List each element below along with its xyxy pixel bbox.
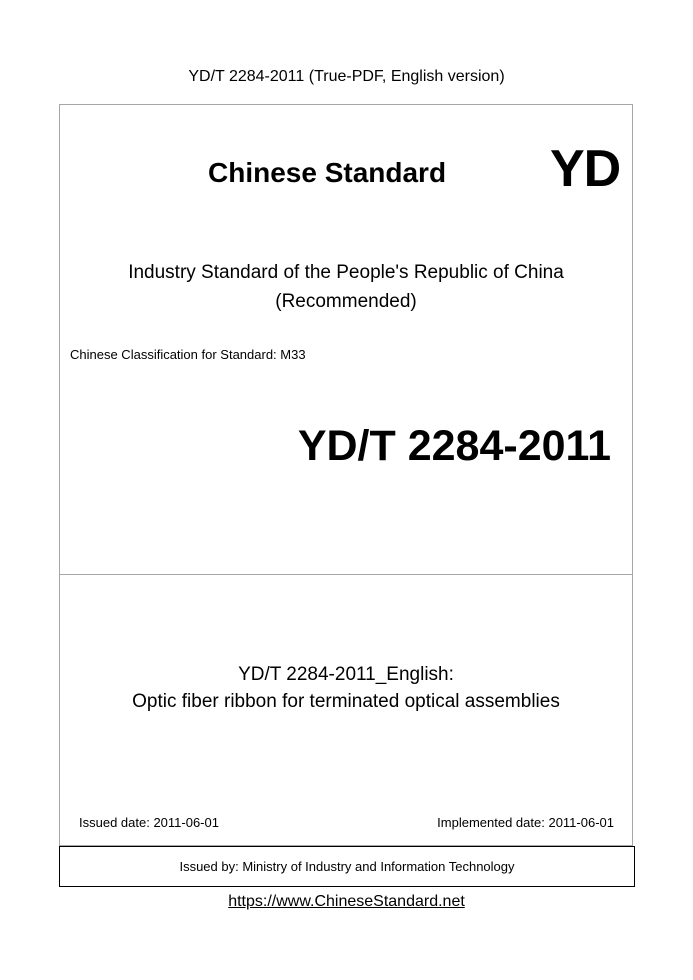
industry-line-2: (Recommended) <box>275 291 417 312</box>
standard-title <box>59 661 633 715</box>
website-link[interactable]: https://www.ChineseStandard.net <box>228 893 465 910</box>
issuer-box <box>59 846 635 887</box>
classification-label: Chinese Classification for Standard: M33 <box>70 347 306 362</box>
industry-statement <box>59 258 633 316</box>
document-header: YD/T 2284-2011 (True-PDF, English version) <box>188 68 505 85</box>
title-line-2: Optic fiber ribbon for terminated optical assemblies <box>132 691 560 712</box>
cover-frame <box>59 104 633 846</box>
cover-divider <box>59 574 633 575</box>
standard-code: YD <box>550 140 621 198</box>
implemented-date: Implemented date: 2011-06-01 <box>437 815 614 830</box>
cover-heading: Chinese Standard <box>208 157 447 188</box>
standard-number: YD/T 2284-2011 <box>297 422 611 470</box>
industry-line-1: Industry Standard of the People's Republic of China <box>128 262 564 283</box>
title-line-1: YD/T 2284-2011_English: <box>238 664 454 685</box>
issuer-label: Issued by: Ministry of Industry and Information Technology <box>179 859 515 874</box>
issued-date: Issued date: 2011-06-01 <box>79 815 219 830</box>
